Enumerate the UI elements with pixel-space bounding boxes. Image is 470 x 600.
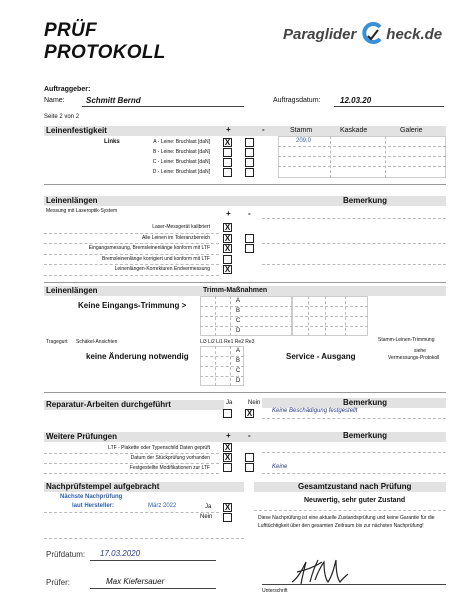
lengths-checkbox[interactable]: X	[224, 234, 231, 243]
table-divider	[278, 146, 446, 147]
further-row-label: Festgestellte Modifikationen zur LTF	[129, 465, 210, 471]
title-line-2: PROTOKOLL	[44, 42, 166, 63]
inspection-date-label: Prüfdatum:	[46, 550, 86, 559]
lengths-row-label: Alle Leinen im Toleranzbereich	[141, 235, 210, 241]
lengths-remark: Bemerkung	[343, 196, 388, 205]
stamm-value: 209,0	[296, 138, 312, 144]
strength-checkbox[interactable]	[223, 158, 232, 167]
lengths-heading: Leinenlängen	[46, 196, 98, 205]
stamp-no-checkbox[interactable]	[223, 513, 232, 522]
repair-nein-label: Nein	[248, 400, 261, 406]
vermessung-label: Vermessungs-Protokoll	[388, 355, 440, 361]
col-kaskade: Kaskade	[340, 127, 368, 134]
lengths-row-label: Leinenlängen-Korrekturen Endvermessung	[114, 266, 210, 272]
row-line	[44, 275, 219, 276]
trim-letter: C	[236, 318, 241, 324]
further-checkbox[interactable]	[223, 463, 232, 472]
strength-row-label: D - Leine: Bruchlast [daN]	[152, 169, 210, 175]
table-divider	[278, 166, 446, 167]
trim-letter: D	[236, 378, 241, 384]
row-line	[44, 473, 219, 474]
strength-minus-checkbox[interactable]	[245, 168, 254, 177]
remark-line	[262, 264, 446, 265]
date-underline	[334, 106, 444, 107]
strength-checkbox[interactable]: X	[224, 138, 231, 147]
row-line	[44, 538, 244, 539]
row-line	[44, 243, 219, 244]
grid-line	[200, 326, 368, 327]
row-line	[44, 463, 219, 464]
section-divider	[44, 282, 446, 283]
stamp-heading: Nachprüfstempel aufgebracht	[46, 482, 160, 491]
row-line	[44, 512, 219, 513]
strength-checkbox[interactable]	[223, 168, 232, 177]
date-label: Auftragsdatum:	[273, 97, 321, 104]
col-galerie: Galerie	[400, 127, 423, 134]
strength-minus-checkbox[interactable]	[245, 148, 254, 157]
further-remark-heading: Bemerkung	[343, 431, 388, 440]
lengths-sub: Messung mit Laseroptik-System	[46, 208, 118, 214]
brand-logo	[283, 22, 442, 46]
lengths-minus: -	[248, 209, 251, 218]
lengths-checkbox[interactable]	[223, 255, 232, 264]
service-exit-text: Service - Ausgang	[286, 352, 356, 361]
lengths-checkbox[interactable]: X	[224, 223, 231, 232]
strength-checkbox[interactable]	[223, 148, 232, 157]
row-line	[44, 453, 219, 454]
repair-remark-heading: Bemerkung	[343, 398, 388, 407]
lengths-checkbox[interactable]: X	[224, 265, 231, 274]
lengths-row-label: Laser-Messgerät kalibriert	[152, 224, 210, 230]
table-divider	[278, 156, 446, 157]
remark-line	[262, 243, 446, 244]
section-divider	[44, 184, 446, 185]
logo-text-b: heck.de	[386, 26, 443, 43]
trim-letter: B	[236, 358, 241, 364]
stamm-leinen-label: Stamm-Leinen-Trimmung	[378, 337, 435, 343]
name-underline	[82, 106, 244, 107]
order-date-value: 12.03.20	[340, 96, 372, 105]
strength-plus: +	[226, 125, 231, 134]
strength-row-label: A - Leine: Bruchlast [daN]	[153, 139, 210, 145]
row-line	[44, 254, 219, 255]
strength-row-label: B - Leine: Bruchlast [daN]	[153, 149, 210, 155]
client-heading: Auftraggeber:	[44, 86, 91, 93]
trim-columns: Li3 Li2 Li1 Re1 Re2 Re3	[200, 339, 255, 345]
overall-heading: Gesamtzustand nach Prüfung	[298, 482, 412, 491]
row-line	[254, 510, 446, 511]
tragegurt-label: Tragegurt	[46, 339, 68, 345]
next-inspection-label: Nächste Nachprüfung	[60, 494, 123, 500]
trim-measures-heading: Trimm-Maßnahmen	[203, 287, 268, 294]
further-plus: +	[226, 431, 231, 440]
further-minus: -	[248, 431, 251, 440]
row-line	[44, 233, 219, 234]
trim-letter: A	[236, 348, 241, 354]
row-line	[44, 264, 219, 265]
lengths-checkbox[interactable]: X	[224, 244, 231, 253]
no-entry-trim: Keine Eingangs-Trimmung >	[78, 301, 187, 310]
further-row-label: Datum der Stückprüfung vorhanden	[130, 455, 210, 461]
remark-line	[262, 473, 446, 474]
stamp-ja-label: Ja	[205, 504, 212, 510]
next-inspection-date: März 2022	[148, 503, 177, 509]
repair-heading: Reparatur-Arbeiten durchgeführt	[46, 400, 171, 409]
col-stamm: Stamm	[290, 127, 313, 134]
remark-line	[262, 452, 446, 453]
page-number: Seite 2 von 2	[44, 114, 80, 120]
disclaimer-text: Diese Nachprüfung ist eine aktuelle Zustandsprüfung und keine Garantie für die Lufttüchtigkeit über den gesamten Zeitraum bis zur nächsten Nachprüfung!	[258, 515, 435, 529]
repair-remark-value: Keine Beschädigung festgestellt	[272, 408, 358, 414]
further-row-label: LTF - Plakette oder Typenschild Daten geprüft	[108, 445, 210, 451]
repair-no-checkbox[interactable]: X	[246, 409, 253, 418]
trim-letter: B	[236, 308, 241, 314]
signature-label: Unterschrift	[262, 588, 288, 594]
date-line	[90, 560, 216, 561]
further-minus-checkbox[interactable]	[245, 463, 254, 472]
lengths-plus: +	[226, 209, 231, 218]
inspection-date-value: 17.03.2020	[100, 549, 141, 558]
no-change-text: keine Änderung notwendig	[86, 352, 189, 361]
further-minus-checkbox[interactable]	[245, 453, 254, 462]
signature-line	[262, 584, 446, 585]
table-divider	[330, 136, 331, 178]
stamp-nein-label: Nein	[200, 514, 213, 520]
strength-minus-checkbox[interactable]	[245, 138, 254, 147]
name-value: Schmitt Bernd	[86, 96, 141, 105]
further-checkbox[interactable]: X	[224, 443, 231, 452]
repair-ja-label: Ja	[226, 400, 233, 406]
trim-letter: A	[236, 298, 241, 304]
logo-text-a: Paraglider	[283, 26, 357, 43]
tester-label: Prüfer:	[46, 578, 71, 587]
further-checkbox[interactable]: X	[224, 453, 231, 462]
trim-letter: C	[236, 368, 241, 374]
lengths-row-label: Bremsleinenlänge korrigiert und konform mit LTF	[101, 256, 210, 262]
further-heading: Weitere Prüfungen	[46, 432, 117, 441]
schaekel-label: Schäkel-Ansichten	[76, 339, 118, 345]
grid-line	[200, 366, 244, 367]
strength-heading: Leinenfestigkeit	[46, 126, 107, 135]
strength-row-label: C - Leine: Bruchlast [daN]	[152, 159, 210, 165]
trim-heading: Leinenlängen	[46, 286, 98, 295]
table-divider	[385, 136, 386, 178]
strength-minus-checkbox[interactable]	[245, 158, 254, 167]
logo-c-icon	[360, 22, 384, 44]
stamp-yes-checkbox[interactable]: X	[224, 503, 231, 512]
tester-name: Max Kiefersauer	[106, 577, 165, 586]
remark-line	[262, 418, 446, 419]
name-label: Name:	[44, 97, 65, 104]
strength-minus: -	[262, 125, 265, 134]
grid-line	[200, 356, 244, 357]
section-divider	[44, 392, 446, 393]
title-line-1: PRÜF	[44, 20, 97, 41]
trim-letter: D	[236, 328, 241, 334]
tester-line	[90, 588, 216, 589]
repair-yes-checkbox[interactable]	[223, 409, 232, 418]
remark-line	[262, 218, 446, 219]
further-remark-value: Keine	[272, 464, 288, 470]
grid-line	[200, 316, 368, 317]
lengths-minus-checkbox[interactable]	[245, 244, 254, 253]
overall-condition: Neuwertig, sehr guter Zustand	[304, 497, 406, 504]
strength-links: Links	[104, 139, 120, 145]
lengths-row-label: Eingangsmessung, Bremsleinenlänge konform mit LTF	[88, 245, 210, 251]
grid-line	[200, 306, 368, 307]
lengths-minus-checkbox[interactable]	[245, 234, 254, 243]
siehe-label: siehe	[414, 348, 426, 354]
grid-line	[200, 376, 244, 377]
manufacturer-label: laut Hersteller:	[72, 503, 115, 509]
